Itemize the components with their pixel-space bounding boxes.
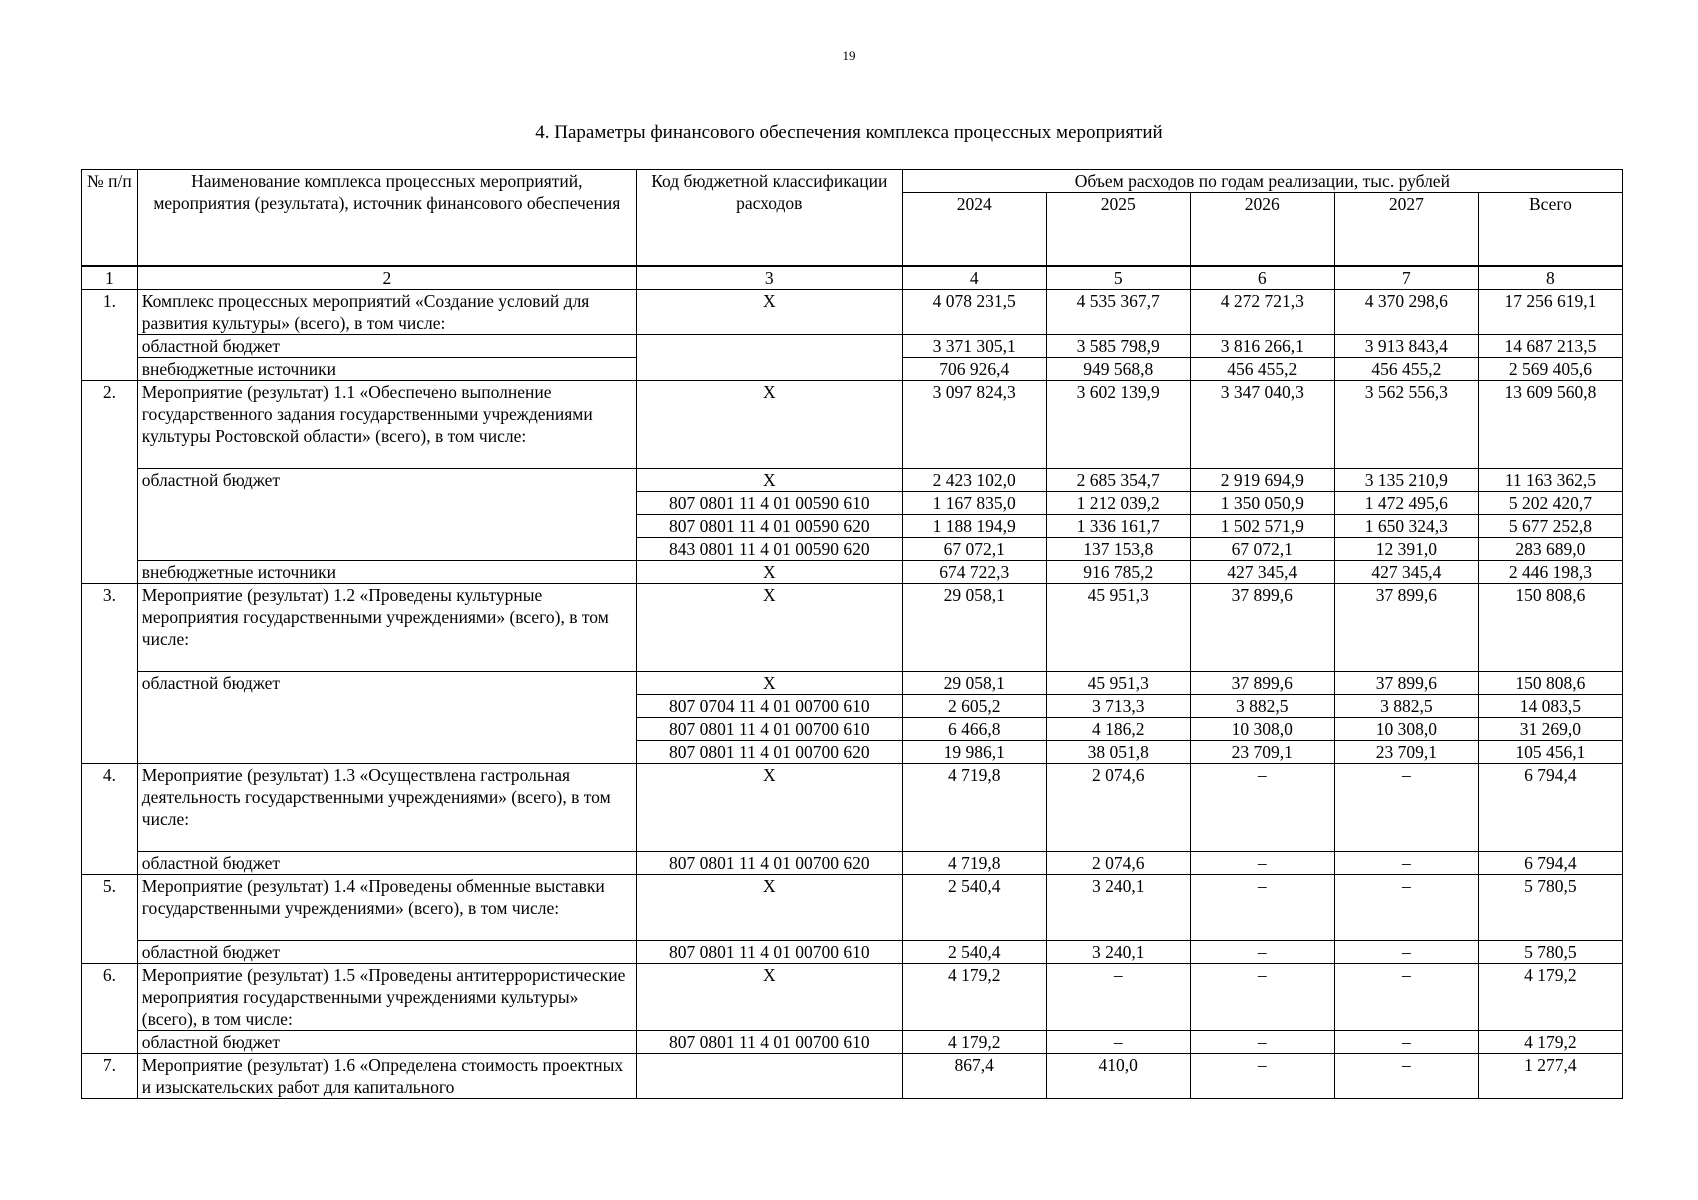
value-2027-cell: 1 650 324,3 — [1334, 515, 1478, 538]
value-2025-cell: 2 074,6 — [1046, 852, 1190, 875]
table-row — [82, 672, 1623, 695]
header-number: № п/п — [82, 170, 138, 267]
table-title: 4. Параметры финансового обеспечения комплекса процессных мероприятий — [535, 122, 1163, 143]
value-2027-cell: – — [1334, 875, 1478, 941]
value-2027-cell: 37 899,6 — [1334, 584, 1478, 672]
value-2026-cell: 37 899,6 — [1190, 584, 1334, 672]
value-2025-cell: 1 336 161,7 — [1046, 515, 1190, 538]
row-name-cell: Мероприятие (результат) 1.4 «Проведены обменные выставки государственными учреждениями» (всего), в том числе: — [137, 875, 636, 941]
value-2026-cell: 10 308,0 — [1190, 718, 1334, 741]
value-2025-cell: 916 785,2 — [1046, 561, 1190, 584]
header-year-2025: 2025 — [1046, 193, 1190, 267]
value-2024-cell: 4 179,2 — [902, 1031, 1046, 1054]
value-2024-cell: 2 540,4 — [902, 941, 1046, 964]
value-total-cell: 6 794,4 — [1478, 852, 1622, 875]
value-2026-cell: 456 455,2 — [1190, 358, 1334, 381]
column-number: 3 — [636, 266, 902, 290]
value-2026-cell: 3 347 040,3 — [1190, 381, 1334, 469]
value-total-cell: 13 609 560,8 — [1478, 381, 1622, 469]
budget-code-cell: 807 0801 11 4 01 00700 610 — [636, 718, 902, 741]
table-row — [82, 561, 1623, 584]
table-row — [82, 290, 1623, 335]
budget-code-cell — [636, 1054, 902, 1099]
value-2027-cell: – — [1334, 964, 1478, 1031]
row-number-cell: 4. — [82, 764, 138, 875]
budget-code-cell: X — [636, 672, 902, 695]
page-number: 19 — [842, 48, 856, 63]
header-year-2027: 2027 — [1334, 193, 1478, 267]
value-2026-cell: 1 350 050,9 — [1190, 492, 1334, 515]
value-2025-cell: 45 951,3 — [1046, 584, 1190, 672]
value-2024-cell: 4 179,2 — [902, 964, 1046, 1031]
value-2024-cell: 867,4 — [902, 1054, 1046, 1099]
value-2026-cell: 37 899,6 — [1190, 672, 1334, 695]
value-total-cell: 105 456,1 — [1478, 741, 1622, 764]
value-2024-cell: 3 371 305,1 — [902, 335, 1046, 358]
value-2024-cell: 674 722,3 — [902, 561, 1046, 584]
value-total-cell: 150 808,6 — [1478, 584, 1622, 672]
value-2027-cell: – — [1334, 1031, 1478, 1054]
table-row — [82, 964, 1623, 1031]
value-2026-cell: 427 345,4 — [1190, 561, 1334, 584]
budget-code-cell: X — [636, 381, 902, 469]
value-2026-cell: 67 072,1 — [1190, 538, 1334, 561]
row-name-cell: областной бюджет — [137, 335, 636, 358]
value-2025-cell: – — [1046, 964, 1190, 1031]
column-number: 5 — [1046, 266, 1190, 290]
value-2026-cell: – — [1190, 941, 1334, 964]
value-2026-cell: – — [1190, 764, 1334, 852]
table-row — [82, 335, 1623, 358]
value-2027-cell: 10 308,0 — [1334, 718, 1478, 741]
budget-code-cell — [636, 335, 902, 381]
value-2026-cell: 3 882,5 — [1190, 695, 1334, 718]
row-name-cell: областной бюджет — [137, 672, 636, 764]
value-total-cell: 2 569 405,6 — [1478, 358, 1622, 381]
value-2026-cell: – — [1190, 1054, 1334, 1099]
value-total-cell: 5 202 420,7 — [1478, 492, 1622, 515]
value-2027-cell: – — [1334, 852, 1478, 875]
value-2025-cell: 4 186,2 — [1046, 718, 1190, 741]
header-code: Код бюджетной классификации расходов — [636, 170, 902, 267]
value-total-cell: 11 163 362,5 — [1478, 469, 1622, 492]
header-name: Наименование комплекса процессных мероприятий, мероприятия (результата), источник финансового обеспечения — [137, 170, 636, 267]
value-2024-cell: 3 097 824,3 — [902, 381, 1046, 469]
column-number: 4 — [902, 266, 1046, 290]
value-total-cell: 17 256 619,1 — [1478, 290, 1622, 335]
budget-code-cell: 807 0801 11 4 01 00700 620 — [636, 852, 902, 875]
row-number-cell: 1. — [82, 290, 138, 381]
value-2026-cell: 4 272 721,3 — [1190, 290, 1334, 335]
header-year-2026: 2026 — [1190, 193, 1334, 267]
value-2024-cell: 4 078 231,5 — [902, 290, 1046, 335]
budget-code-cell: X — [636, 964, 902, 1031]
financing-table — [81, 169, 1623, 1099]
value-2027-cell: – — [1334, 764, 1478, 852]
value-total-cell: 6 794,4 — [1478, 764, 1622, 852]
value-total-cell: 5 780,5 — [1478, 875, 1622, 941]
value-2025-cell: 4 535 367,7 — [1046, 290, 1190, 335]
row-number-cell: 5. — [82, 875, 138, 964]
budget-code-cell: X — [636, 764, 902, 852]
value-2026-cell: – — [1190, 964, 1334, 1031]
budget-code-cell: 807 0704 11 4 01 00700 610 — [636, 695, 902, 718]
budget-code-cell: 807 0801 11 4 01 00700 610 — [636, 1031, 902, 1054]
row-name-cell: Мероприятие (результат) 1.5 «Проведены антитеррористические мероприятия государственными учреждениями культуры» (всего), в том числе: — [137, 964, 636, 1031]
value-2024-cell: 2 423 102,0 — [902, 469, 1046, 492]
value-2027-cell: 3 135 210,9 — [1334, 469, 1478, 492]
table-row — [82, 1031, 1623, 1054]
budget-code-cell: X — [636, 290, 902, 335]
value-2027-cell: 37 899,6 — [1334, 672, 1478, 695]
value-2027-cell: 3 562 556,3 — [1334, 381, 1478, 469]
value-2027-cell: 1 472 495,6 — [1334, 492, 1478, 515]
value-2025-cell: 38 051,8 — [1046, 741, 1190, 764]
value-2027-cell: 456 455,2 — [1334, 358, 1478, 381]
header-total: Всего — [1478, 193, 1622, 267]
row-number-cell: 3. — [82, 584, 138, 764]
value-2024-cell: 29 058,1 — [902, 672, 1046, 695]
value-2026-cell: 2 919 694,9 — [1190, 469, 1334, 492]
value-total-cell: 1 277,4 — [1478, 1054, 1622, 1099]
row-name-cell: внебюджетные источники — [137, 561, 636, 584]
value-total-cell: 150 808,6 — [1478, 672, 1622, 695]
budget-code-cell: X — [636, 469, 902, 492]
value-2027-cell: – — [1334, 1054, 1478, 1099]
value-2024-cell: 2 540,4 — [902, 875, 1046, 941]
value-2026-cell: – — [1190, 852, 1334, 875]
row-number-cell: 6. — [82, 964, 138, 1054]
row-name-cell: Мероприятие (результат) 1.3 «Осуществлена гастрольная деятельность государственными учреждениями» (всего), в том числе: — [137, 764, 636, 852]
budget-code-cell: X — [636, 875, 902, 941]
value-total-cell: 4 179,2 — [1478, 1031, 1622, 1054]
value-2024-cell: 67 072,1 — [902, 538, 1046, 561]
value-total-cell: 5 677 252,8 — [1478, 515, 1622, 538]
budget-code-cell: 843 0801 11 4 01 00590 620 — [636, 538, 902, 561]
column-number: 7 — [1334, 266, 1478, 290]
value-2024-cell: 6 466,8 — [902, 718, 1046, 741]
table-row — [82, 941, 1623, 964]
row-name-cell: областной бюджет — [137, 469, 636, 561]
value-2025-cell: 3 585 798,9 — [1046, 335, 1190, 358]
value-total-cell: 2 446 198,3 — [1478, 561, 1622, 584]
value-2027-cell: – — [1334, 941, 1478, 964]
value-2027-cell: 12 391,0 — [1334, 538, 1478, 561]
value-2025-cell: – — [1046, 1031, 1190, 1054]
value-total-cell: 5 780,5 — [1478, 941, 1622, 964]
value-2025-cell: 3 240,1 — [1046, 941, 1190, 964]
table-row — [82, 852, 1623, 875]
value-2025-cell: 2 685 354,7 — [1046, 469, 1190, 492]
row-name-cell: внебюджетные источники — [137, 358, 636, 381]
row-name-cell: областной бюджет — [137, 1031, 636, 1054]
column-number: 2 — [137, 266, 636, 290]
budget-code-cell: X — [636, 584, 902, 672]
row-name-cell: Мероприятие (результат) 1.1 «Обеспечено выполнение государственного задания государственными учреждениями культуры Ростовской области» (всего), в том числе: — [137, 381, 636, 469]
value-total-cell: 4 179,2 — [1478, 964, 1622, 1031]
value-2024-cell: 4 719,8 — [902, 764, 1046, 852]
table-row — [82, 381, 1623, 469]
value-2027-cell: 3 882,5 — [1334, 695, 1478, 718]
value-2026-cell: – — [1190, 875, 1334, 941]
value-2024-cell: 2 605,2 — [902, 695, 1046, 718]
table-row — [82, 875, 1623, 941]
value-2025-cell: 410,0 — [1046, 1054, 1190, 1099]
table-row — [82, 469, 1623, 492]
value-2027-cell: 4 370 298,6 — [1334, 290, 1478, 335]
value-2025-cell: 45 951,3 — [1046, 672, 1190, 695]
value-total-cell: 31 269,0 — [1478, 718, 1622, 741]
value-2025-cell: 949 568,8 — [1046, 358, 1190, 381]
header-year-2024: 2024 — [902, 193, 1046, 267]
value-2026-cell: – — [1190, 1031, 1334, 1054]
table-row — [82, 1054, 1623, 1099]
row-name-cell: Мероприятие (результат) 1.2 «Проведены культурные мероприятия государственными учреждениями» (всего), в том числе: — [137, 584, 636, 672]
row-name-cell: Комплекс процессных мероприятий «Создание условий для развития культуры» (всего), в том числе: — [137, 290, 636, 335]
value-2025-cell: 3 602 139,9 — [1046, 381, 1190, 469]
table-row — [82, 764, 1623, 852]
row-number-cell: 7. — [82, 1054, 138, 1099]
value-2025-cell: 137 153,8 — [1046, 538, 1190, 561]
value-2025-cell: 3 713,3 — [1046, 695, 1190, 718]
value-2024-cell: 706 926,4 — [902, 358, 1046, 381]
value-total-cell: 283 689,0 — [1478, 538, 1622, 561]
column-number: 1 — [82, 266, 138, 290]
value-2024-cell: 19 986,1 — [902, 741, 1046, 764]
value-2026-cell: 1 502 571,9 — [1190, 515, 1334, 538]
value-2024-cell: 4 719,8 — [902, 852, 1046, 875]
table-body — [82, 290, 1623, 1099]
value-2025-cell: 3 240,1 — [1046, 875, 1190, 941]
value-2027-cell: 427 345,4 — [1334, 561, 1478, 584]
header-volume: Объем расходов по годам реализации, тыс. рублей — [902, 170, 1622, 193]
column-number: 8 — [1478, 266, 1622, 290]
value-2025-cell: 2 074,6 — [1046, 764, 1190, 852]
value-2027-cell: 23 709,1 — [1334, 741, 1478, 764]
table-row — [82, 584, 1623, 672]
row-name-cell: Мероприятие (результат) 1.6 «Определена стоимость проектных и изыскательских работ для капитального — [137, 1054, 636, 1099]
value-2026-cell: 3 816 266,1 — [1190, 335, 1334, 358]
budget-code-cell: 807 0801 11 4 01 00700 610 — [636, 941, 902, 964]
budget-code-cell: 807 0801 11 4 01 00590 610 — [636, 492, 902, 515]
budget-code-cell: 807 0801 11 4 01 00700 620 — [636, 741, 902, 764]
value-total-cell: 14 687 213,5 — [1478, 335, 1622, 358]
value-2024-cell: 29 058,1 — [902, 584, 1046, 672]
row-number-cell: 2. — [82, 381, 138, 584]
value-2026-cell: 23 709,1 — [1190, 741, 1334, 764]
value-2024-cell: 1 188 194,9 — [902, 515, 1046, 538]
value-total-cell: 14 083,5 — [1478, 695, 1622, 718]
budget-code-cell: X — [636, 561, 902, 584]
row-name-cell: областной бюджет — [137, 941, 636, 964]
value-2025-cell: 1 212 039,2 — [1046, 492, 1190, 515]
budget-code-cell: 807 0801 11 4 01 00590 620 — [636, 515, 902, 538]
value-2024-cell: 1 167 835,0 — [902, 492, 1046, 515]
column-number: 6 — [1190, 266, 1334, 290]
row-name-cell: областной бюджет — [137, 852, 636, 875]
value-2027-cell: 3 913 843,4 — [1334, 335, 1478, 358]
